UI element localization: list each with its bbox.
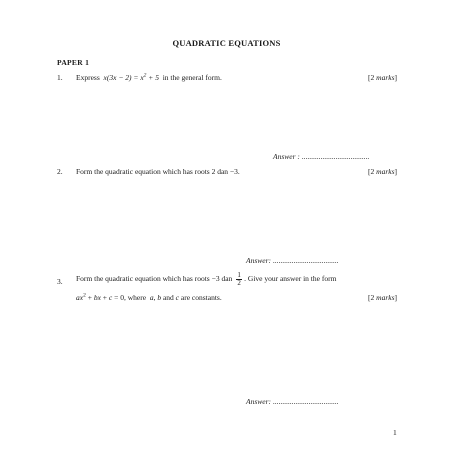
page-title: QUADRATIC EQUATIONS xyxy=(172,38,281,48)
page-number: 1 xyxy=(393,428,397,437)
question-3-equation: $ax^2$ + bx + c = 0 xyxy=(76,292,124,302)
question-1-pre: Express xyxy=(76,73,100,82)
question-2-text: Form the quadratic equation which has roots 2 dan −3. xyxy=(76,167,240,176)
question-3-post: . Give your answer in the form xyxy=(244,274,337,284)
question-2-answer xyxy=(246,256,339,265)
question-3-marks: [2 marks] xyxy=(368,293,397,302)
question-2-answer-line: ................................... xyxy=(272,256,339,265)
question-1-answer-line: .................................... xyxy=(301,152,370,161)
section-heading: PAPER 1 xyxy=(57,58,90,67)
fraction-denominator: 2 xyxy=(237,279,241,287)
question-3-answer xyxy=(246,397,339,406)
question-3-answer-line: ................................... xyxy=(272,397,339,406)
question-1-answer-label: Answer : xyxy=(273,152,300,161)
question-3-answer-label: Answer: xyxy=(246,397,271,406)
question-2-marks: [2 marks] xyxy=(368,167,397,176)
question-2-answer-label: Answer: xyxy=(246,256,271,265)
fraction-numerator: 1 xyxy=(237,271,241,279)
question-1-text xyxy=(76,73,222,82)
question-1-answer xyxy=(273,152,369,161)
question-1-post: in the general form. xyxy=(162,73,222,82)
question-3-line-1 xyxy=(76,272,336,287)
question-3-line2-post: , where a, b and c are constants. xyxy=(123,293,222,302)
question-1-equation: $x(3x - 2) = x^2 + 5$ xyxy=(103,72,159,82)
question-3-line-2 xyxy=(76,293,222,302)
question-3-fraction xyxy=(236,272,242,287)
question-3-number: 3. xyxy=(57,277,63,286)
question-1-number: 1. xyxy=(57,73,63,82)
question-1-marks: [2 marks] xyxy=(368,73,397,82)
question-2-number: 2. xyxy=(57,167,63,176)
question-3-pre: Form the quadratic equation which has roots −3 dan xyxy=(76,274,233,284)
